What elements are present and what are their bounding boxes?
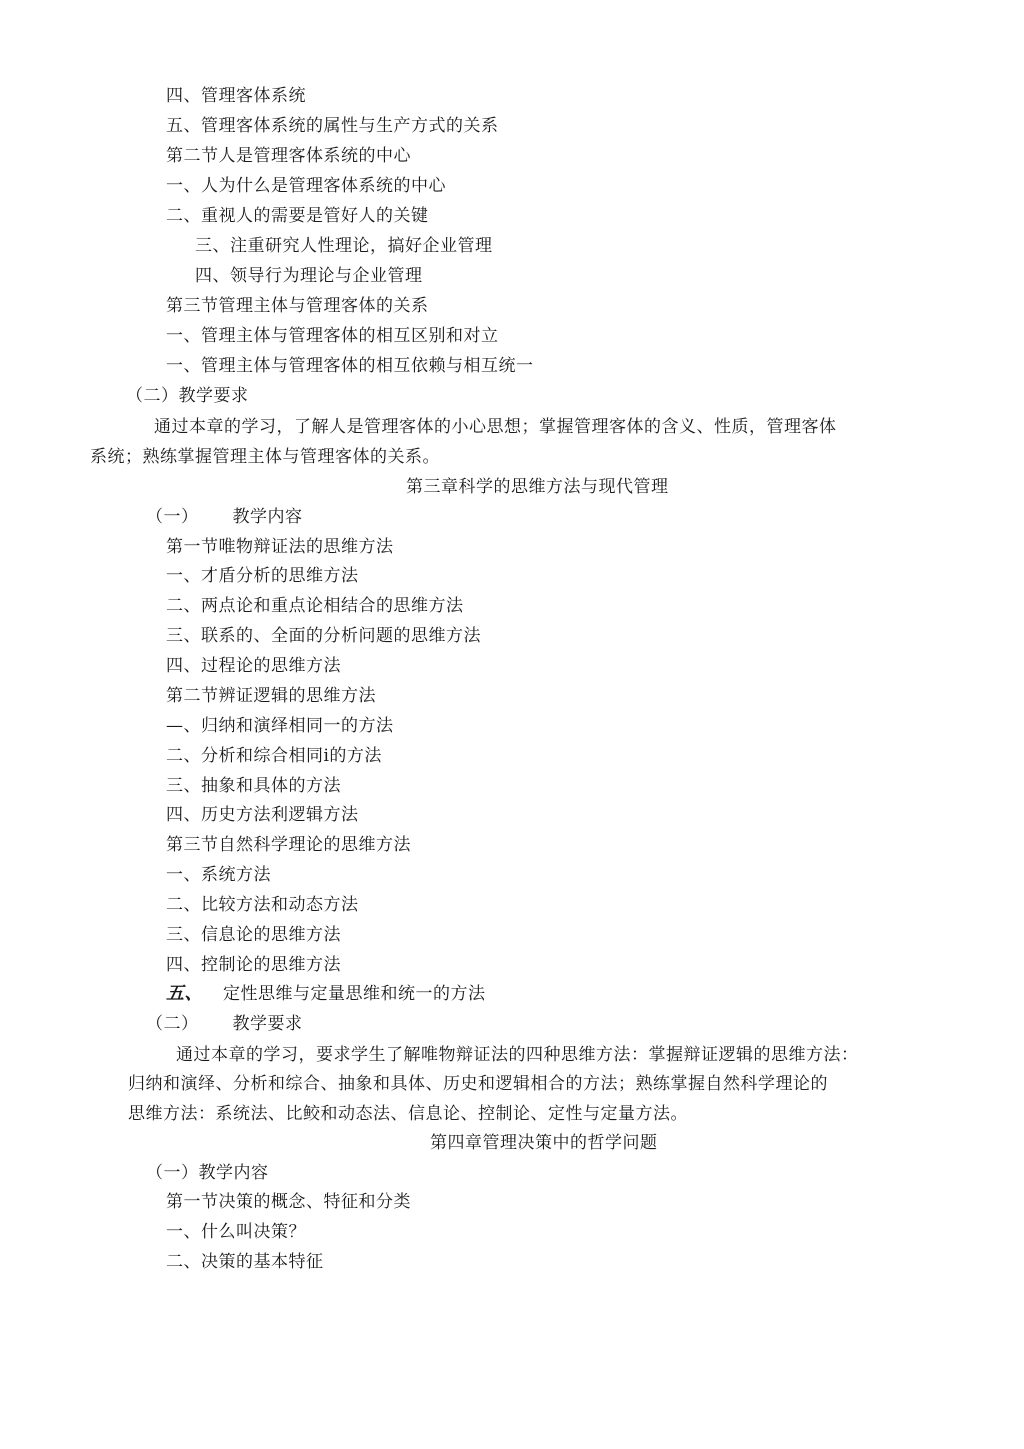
outline-item: —、归纳和演绎相同一的方法 bbox=[166, 716, 394, 736]
section-heading: 第一节唯物辩证法的思维方法 bbox=[166, 537, 394, 557]
subsection-text: 教学要求 bbox=[232, 1014, 303, 1034]
outline-item: 三、联系的、全面的分析问题的思维方法 bbox=[166, 626, 481, 646]
subsection-heading bbox=[146, 506, 303, 528]
section-heading: 第三节管理主体与管理客体的关系 bbox=[166, 296, 429, 316]
paragraph-line: 通过本章的学习，了解人是管理客体的小心思想；掌握管理客体的含义、性质，管理客体 bbox=[154, 417, 837, 437]
outline-item: 二、重视人的需要是管好人的关键 bbox=[166, 206, 429, 226]
outline-item: 二、分析和综合相同i的方法 bbox=[166, 746, 382, 766]
outline-item: 一、才盾分析的思维方法 bbox=[166, 566, 359, 586]
outline-item: 一、人为什么是管理客体系统的中心 bbox=[166, 176, 446, 196]
subsection-heading: （一）教学内容 bbox=[146, 1163, 269, 1183]
outline-item: 二、两点论和重点论相结合的思维方法 bbox=[166, 596, 464, 616]
subsection-heading: （二）教学要求 bbox=[126, 386, 249, 406]
chapter-title: 第三章科学的思维方法与现代管理 bbox=[406, 477, 669, 497]
outline-item: 一、管理主体与管理客体的相互依赖与相互统一 bbox=[166, 356, 534, 376]
subsection-number: （二） bbox=[146, 1014, 199, 1034]
outline-item: 五、管理客体系统的属性与生产方式的关系 bbox=[166, 116, 499, 136]
paragraph-line: 归纳和演绎、分析和综合、抽象和具体、历史和逻辑相合的方法；熟练掌握自然科学理论的 bbox=[128, 1074, 828, 1094]
outline-item: 四、历史方法利逻辑方法 bbox=[166, 805, 359, 825]
outline-item: 二、决策的基本特征 bbox=[166, 1252, 324, 1272]
section-heading: 第一节决策的概念、特征和分类 bbox=[166, 1192, 411, 1212]
outline-item: 三、信息论的思维方法 bbox=[166, 925, 341, 945]
subsection-text: 教学内容 bbox=[232, 507, 303, 527]
paragraph-line: 思维方法：系统法、比鲛和动态法、信息论、控制论、定性与定量方法。 bbox=[128, 1104, 688, 1124]
chapter-title: 第四章管理决策中的哲学问题 bbox=[430, 1133, 658, 1153]
outline-number: 五、 bbox=[166, 983, 203, 1004]
outline-item: 三、注重研究人性理论，搞好企业管理 bbox=[195, 236, 493, 256]
paragraph-line: 通过本章的学习，要求学生了解唯物辩证法的四种思维方法：掌握辩证逻辑的思维方法： bbox=[176, 1045, 859, 1065]
outline-text: 定性思维与定量思维和统一的方法 bbox=[223, 984, 486, 1004]
section-heading: 第二节人是管理客体系统的中心 bbox=[166, 146, 411, 166]
outline-item bbox=[166, 983, 486, 1005]
outline-item: 四、领导行为理论与企业管理 bbox=[195, 266, 423, 286]
outline-item: 四、管理客体系统 bbox=[166, 86, 306, 106]
subsection-heading bbox=[146, 1013, 303, 1035]
outline-item: 三、抽象和具体的方法 bbox=[166, 776, 341, 796]
paragraph-line: 系统；熟练掌握管理主体与管理客体的关系。 bbox=[90, 447, 440, 467]
outline-item: 四、过程论的思维方法 bbox=[166, 656, 341, 676]
outline-item: 四、控制论的思维方法 bbox=[166, 955, 341, 975]
section-heading: 第二节辨证逻辑的思维方法 bbox=[166, 686, 376, 706]
outline-item: 一、系统方法 bbox=[166, 865, 271, 885]
outline-item: 二、比较方法和动态方法 bbox=[166, 895, 359, 915]
subsection-number: （一） bbox=[146, 507, 199, 527]
section-heading: 第三节自然科学理论的思维方法 bbox=[166, 835, 411, 855]
outline-item: 一、什么叫决策？ bbox=[166, 1222, 306, 1242]
outline-item: 一、管理主体与管理客体的相互区别和对立 bbox=[166, 326, 499, 346]
